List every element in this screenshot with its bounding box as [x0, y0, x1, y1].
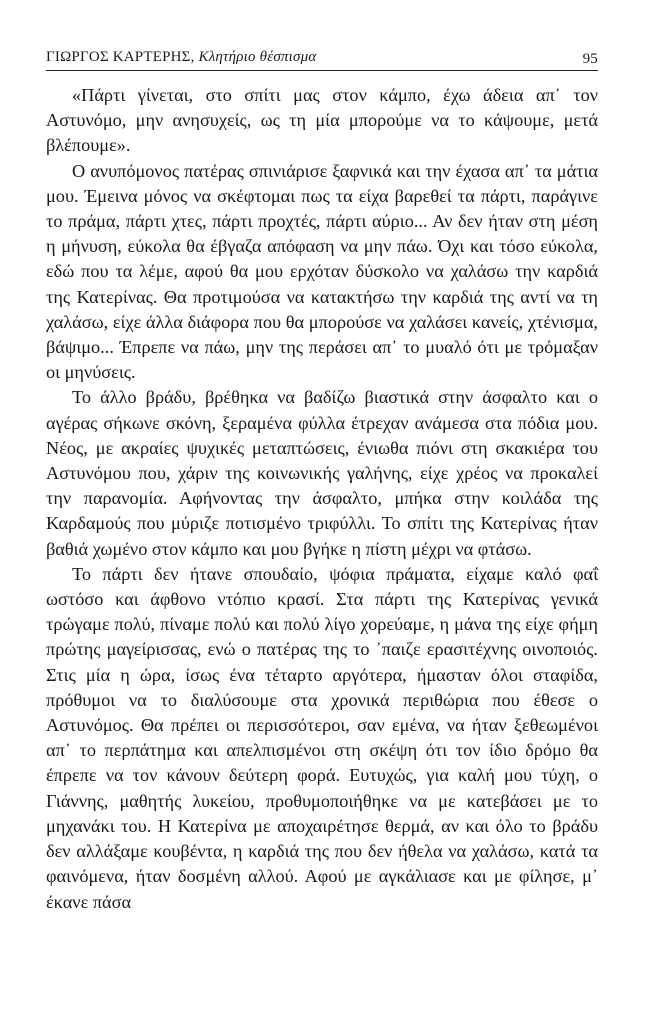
body-text	[46, 83, 598, 915]
paragraph: «Πάρτι γίνεται, στο σπίτι μας στον κάμπο, έχω άδεια απ᾽ τον Αστυνόμο, μην ανησυχείς, ως τη μία μπορούμε να το κάψουμε, μετά βλέπουμε».	[46, 85, 598, 156]
paragraph: Το πάρτι δεν ήτανε σπουδαίο, ψόφια πράματα, είχαμε καλό φαΐ ωστόσο και άφθονο ντόπιο κρασί. Στα πάρτι της Κατερίνας γενικά τρώγαμε πολύ, πίναμε πολύ και πολύ λίγο χορεύαμε, η μάνα της είχε φήμη πρώτης μαγείρισσας, ενώ ο πατέρας της το ᾽παιζε ερασιτέχνης οινοποιός. Στις μία η ώρα, ίσως ένα τέταρτο αργότερα, ήμασταν όλοι σταφίδα, πρόθυμοι να το διαλύσουμε στα χρονικά περιθώρια που έθεσε ο Αστυνόμος. Θα πρέπει οι περισσότεροι, σαν εμένα, να ήταν ξεθεωμένοι απ᾽ το περπάτημα και απελπισμένοι στη σκέψη ότι τον ίδιο δρόμο θα έπρεπε να τον κάνουν δεύτερη φορά. Ευτυχώς, για καλή μου τύχη, ο Γιάννης, μαθητής λυκείου, προθυμοποιήθηκε να με κατεβάσει με το μηχανάκι του. Η Κατερίνα με αποχαιρέτησε θερμά, αν και όλο το βράδυ δεν αλλάξαμε κουβέντα, η καρδιά της που δεν ήθελα να χαλάσω, κατά τα φαινόμενα, ήταν δοσμένη αλλού. Αφού με αγκάλιασε και με φίλησε, μ᾽ έκανε πάσα	[46, 563, 598, 912]
running-header	[46, 46, 598, 71]
page-number: 95	[582, 51, 598, 67]
author-name: ΓΙΩΡΓΟΣ ΚΑΡΤΕΡΗΣ,	[46, 49, 195, 65]
book-page	[46, 46, 598, 915]
paragraph: Ο ανυπόμονος πατέρας σπινιάρισε ξαφνικά και την έχασα απ᾽ τα μάτια μου. Έμεινα μόνος να σκέφτομαι πως τα είχα βαρεθεί τα πάρτι, παράγινε το πράμα, πάρτι χτες, πάρτι προχτές, πάρτι αύριο... Αν δεν ήταν στη μέση η μήνυση, εύκολα θα έβγαζα απόφαση να μην πάω. Όχι και τόσο εύκολα, εδώ που τα λέμε, αφού θα μου ερχόταν δύσκολο να χαλάσω την καρδιά της Κατερίνας. Θα προτιμούσα να κατακτήσω την καρδιά της αντί να τη χαλάσω, είχε άλλα διάφορα που θα μπορούσε να χαλάσει κανείς, χτένισμα, βάψιμο... Έπρεπε να πάω, μην της περάσει απ᾽ το μυαλό ότι με τρόμαξαν οι μηνύσεις.	[46, 160, 598, 383]
header-author-and-title	[46, 46, 316, 68]
book-title: Κλητήριο θέσπισμα	[198, 49, 317, 65]
paragraph: Το άλλο βράδυ, βρέθηκα να βαδίζω βιαστικά στην άσφαλτο και ο αγέρας σήκωνε σκόνη, ξεραμένα φύλλα έτρεχαν ανάμεσα στα πόδια μου. Νέος, με ακραίες ψυχικές μεταπτώσεις, ένιωθα πιόνι στη σκακιέρα του Αστυνόμου που, χάριν της κοινωνικής γαλήνης, είχε χρέος να προκαλεί την παρανομία. Αφήνοντας την άσφαλτο, μπήκα στην κοιλάδα της Καρδαμούς που μύριζε ποτισμένο τριφύλλι. Το σπίτι της Κατερίνας ήταν βαθιά χωμένο στον κάμπο και μου βγήκε η πίστη μέχρι να φτάσω.	[46, 387, 598, 559]
